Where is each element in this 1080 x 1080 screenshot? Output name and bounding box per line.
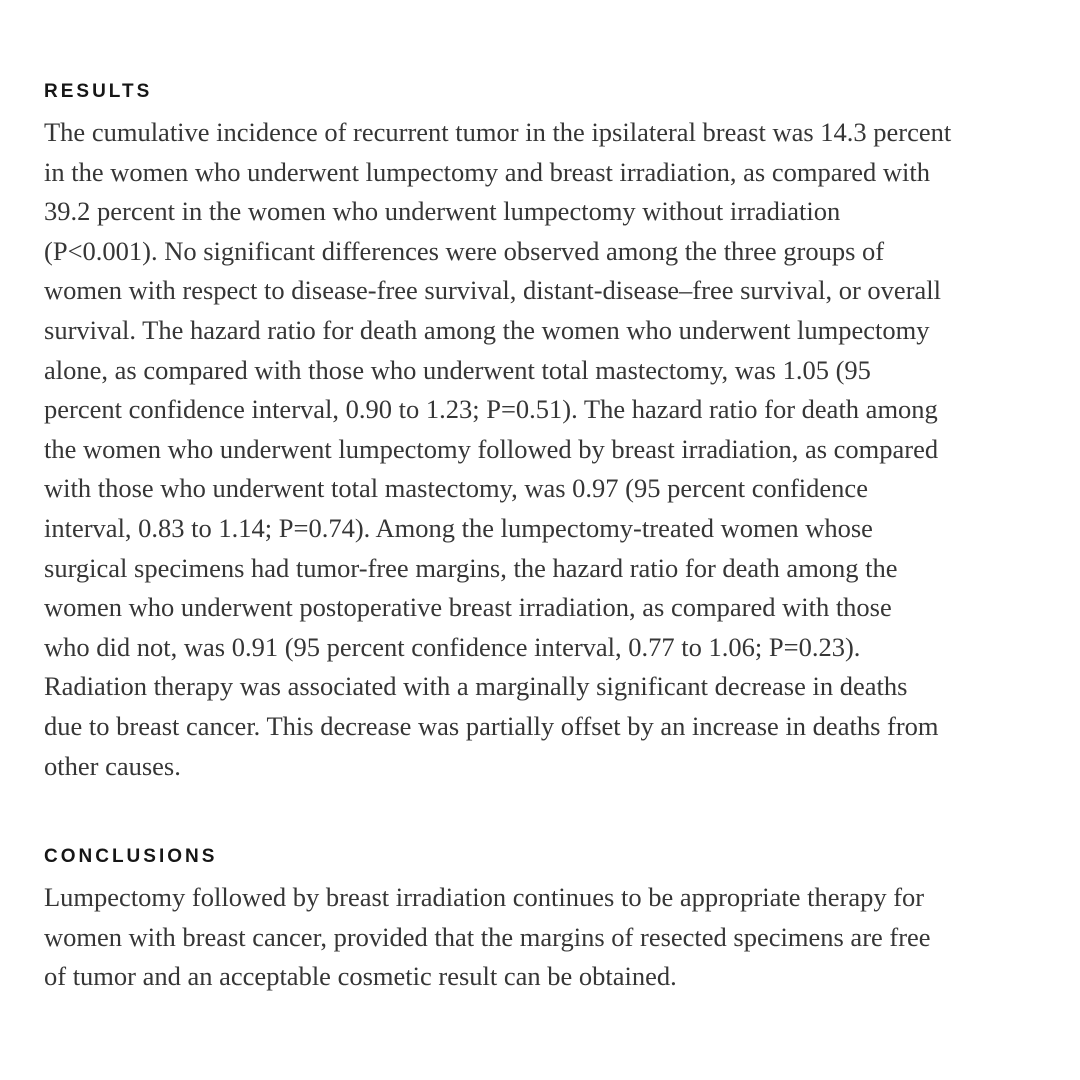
text-line: survival. The hazard ratio for death among the women who underwent lumpectomy [44,314,930,345]
text-line: women with breast cancer, provided that the margins of resected specimens are free [44,921,931,952]
conclusions-heading: CONCLUSIONS [44,846,218,868]
text-line: due to breast cancer. This decrease was partially offset by an increase in deaths from [44,710,939,741]
text-line: Lumpectomy followed by breast irradiation continues to be appropriate therapy for [44,882,925,913]
results-section [44,79,1041,786]
conclusions-paragraph [44,878,1041,997]
text-line: alone, as compared with those who underwent total mastectomy, was 1.05 (95 [44,354,871,385]
text-line: 39.2 percent in the women who underwent lumpectomy without irradiation [44,196,841,227]
text-line: other causes. [44,750,181,781]
results-heading: RESULTS [44,81,153,102]
text-line: women who underwent postoperative breast irradiation, as compared with those [44,592,892,623]
text-line: with those who underwent total mastectomy, was 0.97 (95 percent confidence [44,473,868,504]
text-line: percent confidence interval, 0.90 to 1.23; P=0.51). The hazard ratio for death among [44,394,938,425]
results-paragraph [44,113,1041,786]
text-line: in the women who underwent lumpectomy and breast irradiation, as compared with [44,156,931,187]
text-line: women with respect to disease-free survival, distant-disease–free survival, or overall [44,275,942,306]
text-line: interval, 0.83 to 1.14; P=0.74). Among the lumpectomy-treated women whose [44,512,873,543]
text-line: the women who underwent lumpectomy followed by breast irradiation, as compared [44,433,939,464]
text-line: The cumulative incidence of recurrent tumor in the ipsilateral breast was 14.3 percent [44,117,952,147]
conclusions-section [44,844,1041,997]
text-line: who did not, was 0.91 (95 percent confidence interval, 0.77 to 1.06; P=0.23). [44,631,861,662]
text-line: surgical specimens had tumor-free margins, the hazard ratio for death among the [44,552,898,583]
text-line: Radiation therapy was associated with a marginally significant decrease in deaths [44,671,908,702]
text-line: of tumor and an acceptable cosmetic result can be obtained. [44,961,677,992]
text-line: (P<0.001). No significant differences were observed among the three groups of [44,235,885,266]
